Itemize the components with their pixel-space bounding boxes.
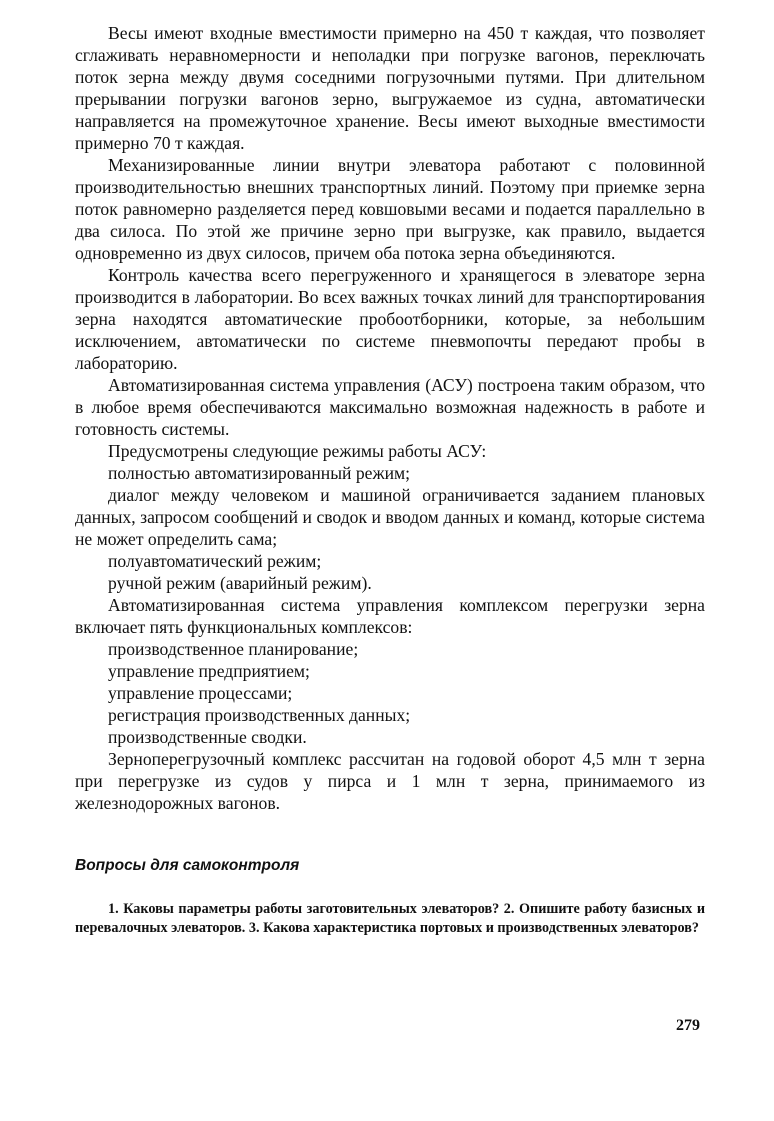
mode-item: ручной режим (аварийный режим). [108, 573, 372, 593]
paragraph-closing: Зерноперегрузочный комплекс рассчитан на годовой оборот 4,5 млн т зерна при перегрузке из судов у пирса и 1 млн т зерна, принимаемого из железнодорожных вагонов. [75, 749, 705, 813]
page-number: 279 [676, 1017, 700, 1034]
page-body [75, 22, 705, 814]
complex-item: управление процессами; [108, 683, 293, 703]
mode-item: диалог между человеком и машиной ограничивается заданием плановых данных, запросом сообщений и сводок и вводом данных и команд, которые система не может определить сама; [75, 485, 705, 549]
modes-intro: Предусмотрены следующие режимы работы АСУ: [108, 441, 487, 461]
complex-item: производственное планирование; [108, 639, 359, 659]
paragraph-quality-control: Контроль качества всего перегруженного и хранящегося в элеваторе зерна производится в лаборатории. Во всех важных точках линий для транспортирования зерна находятся автоматические пробоотборники, которые, за небольшим исключением, автоматически по системе пневмопочты передают пробы в лабораторию. [75, 265, 705, 373]
mode-item: полностью автоматизированный режим; [108, 463, 411, 483]
complex-item: регистрация производственных данных; [108, 705, 411, 725]
complexes-intro: Автоматизированная система управления комплексом перегрузки зерна включает пять функциональных комплексов: [75, 595, 705, 637]
questions-heading: Вопросы для самоконтроля [75, 857, 300, 874]
complex-item: управление предприятием; [108, 661, 310, 681]
paragraph-scales: Весы имеют входные вместимости примерно на 450 т каждая, что позволяет сглаживать неравномерности и неполадки при погрузке вагонов, переключать поток зерна между двумя соседними погрузочными путями. При длительном прерывании погрузки вагонов зерно, выгружаемое из судна, автоматически направляется на промежуточное хранение. Весы имеют выходные вместимости примерно 70 т каждая. [75, 23, 705, 153]
paragraph-mechanized-lines: Механизированные линии внутри элеватора работают с половинной производительностью внешних транспортных линий. Поэтому при приемке зерна поток равномерно разделяется перед ковшовыми весами и подается параллельно в два силоса. По этой же причине зерно при выгрузке, как правило, выдается одновременно из двух силосов, причем оба потока зерна объединяются. [75, 155, 705, 263]
paragraph-asu: Автоматизированная система управления (АСУ) построена таким образом, что в любое время обеспечиваются максимально возможная надежность в работе и готовность системы. [75, 375, 705, 439]
mode-item: полуавтоматический режим; [108, 551, 322, 571]
complex-item: производственные сводки. [108, 727, 307, 747]
questions-text: 1. Каковы параметры работы заготовительных элеваторов? 2. Опишите работу базисных и перевалочных элеваторов. 3. Какова характеристика портовых и производственных элеваторов? [75, 901, 705, 936]
